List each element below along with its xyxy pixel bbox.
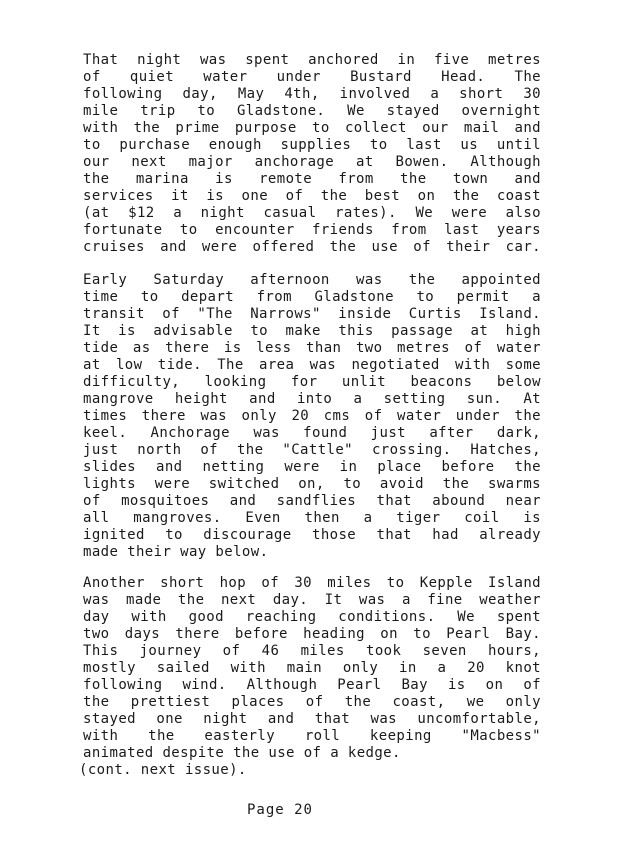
text-line: stayed one night and that was uncomfortable, bbox=[83, 711, 541, 727]
text-line: Another short hop of 30 miles to Kepple Island bbox=[83, 575, 541, 591]
text-line: to purchase enough supplies to last us until bbox=[83, 137, 541, 153]
text-line: ignited to discourage those that had already bbox=[83, 527, 541, 543]
text-line: with the easterly roll keeping "Macbess" bbox=[83, 728, 541, 744]
text-line: time to depart from Gladstone to permit a bbox=[83, 289, 541, 305]
text-line: (at $12 a night casual rates). We were also bbox=[83, 205, 541, 221]
text-line: of quiet water under Bustard Head. The bbox=[83, 69, 541, 85]
text-line: following day, May 4th, involved a short 30 bbox=[83, 86, 541, 102]
text-line: all mangroves. Even then a tiger coil is bbox=[83, 510, 541, 526]
text-line: with the prime purpose to collect our mail and bbox=[83, 120, 541, 136]
text-line: services it is one of the best on the coast bbox=[83, 188, 541, 204]
text-line: mostly sailed with main only in a 20 knot bbox=[83, 660, 541, 676]
text-line: our next major anchorage at Bowen. Although bbox=[83, 154, 541, 170]
text-line: mangrove height and into a setting sun. At bbox=[83, 391, 541, 407]
text-line: was made the next day. It was a fine weather bbox=[83, 592, 541, 608]
text-line: It is advisable to make this passage at high bbox=[83, 323, 541, 339]
text-line: animated despite the use of a kedge. bbox=[83, 745, 401, 761]
text-line: difficulty, looking for unlit beacons below bbox=[83, 374, 541, 390]
text-line: at low tide. The area was negotiated with some bbox=[83, 357, 541, 373]
text-line: transit of "The Narrows" inside Curtis Island. bbox=[83, 306, 541, 322]
text-line: just north of the "Cattle" crossing. Hatches, bbox=[83, 442, 541, 458]
text-line: times there was only 20 cms of water under the bbox=[83, 408, 541, 424]
text-line: fortunate to encounter friends from last years bbox=[83, 222, 541, 238]
text-line: Early Saturday afternoon was the appointed bbox=[83, 272, 541, 288]
page-number: Page 20 bbox=[246, 802, 313, 818]
text-line: This journey of 46 miles took seven hours, bbox=[83, 643, 541, 659]
text-line: two days there before heading on to Pearl Bay. bbox=[83, 626, 541, 642]
text-line: cruises and were offered the use of their car. bbox=[83, 239, 541, 255]
text-line: of mosquitoes and sandflies that abound near bbox=[83, 493, 541, 509]
text-line: made their way below. bbox=[83, 544, 269, 560]
text-line: day with good reaching conditions. We spent bbox=[83, 609, 541, 625]
text-line: mile trip to Gladstone. We stayed overnight bbox=[83, 103, 541, 119]
text-line: following wind. Although Pearl Bay is on of bbox=[83, 677, 541, 693]
text-line: the prettiest places of the coast, we only bbox=[83, 694, 541, 710]
text-line: slides and netting were in place before the bbox=[83, 459, 541, 475]
continuation-note: (cont. next issue). bbox=[79, 762, 247, 778]
text-line: lights were switched on, to avoid the swarms bbox=[83, 476, 541, 492]
text-line: keel. Anchorage was found just after dark, bbox=[83, 425, 541, 441]
text-line: tide as there is less than two metres of water bbox=[83, 340, 541, 356]
text-line: That night was spent anchored in five metres bbox=[83, 52, 541, 68]
text-line: the marina is remote from the town and bbox=[83, 171, 541, 187]
